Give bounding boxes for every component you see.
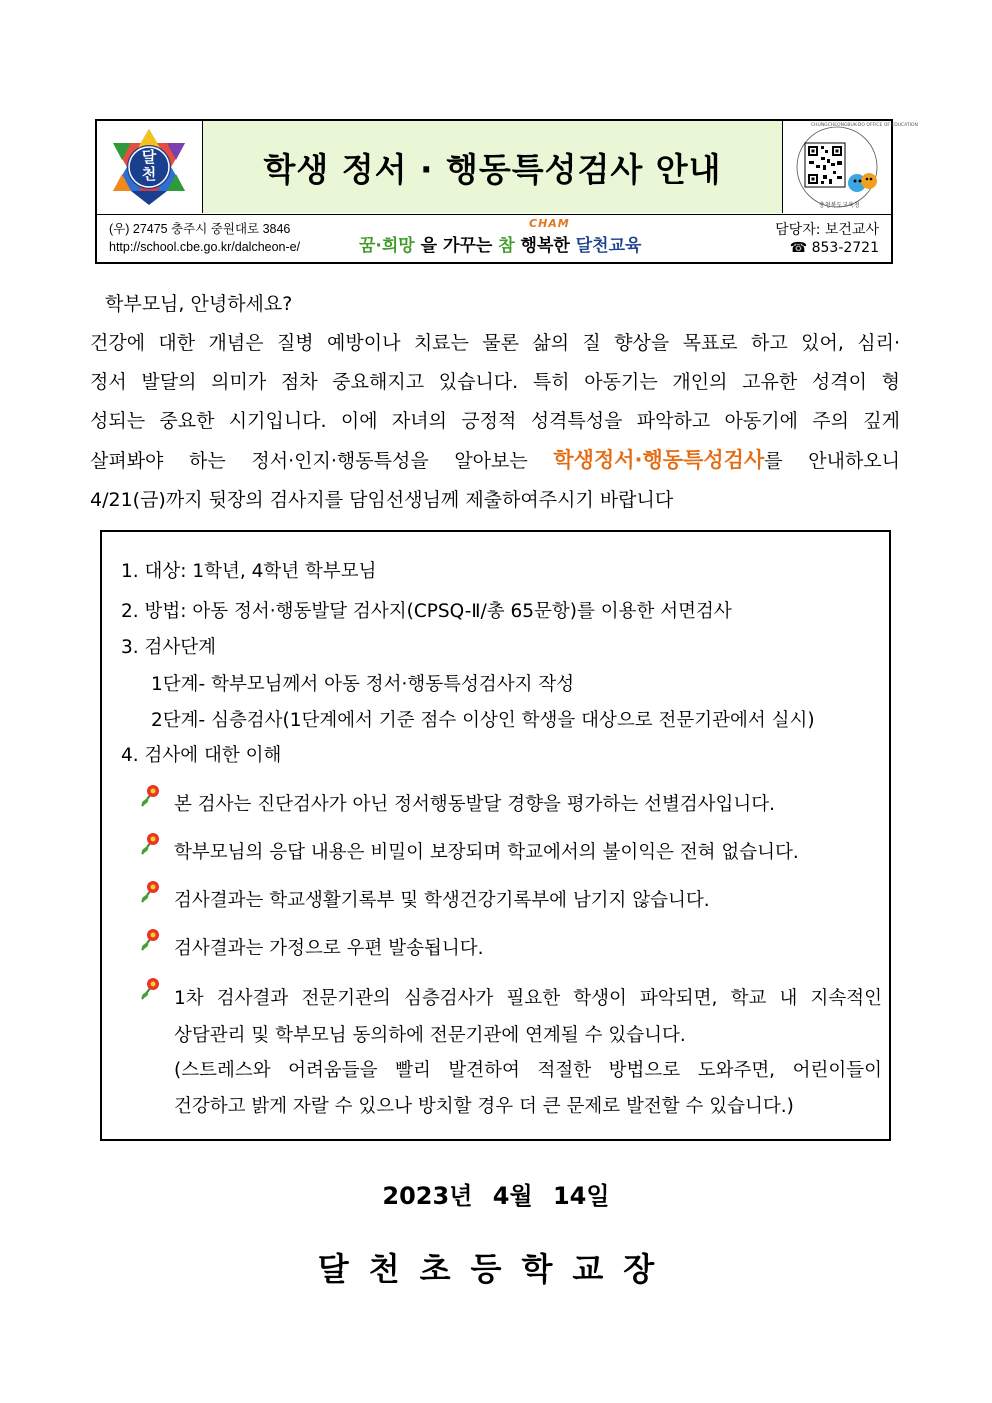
step-2: 2단계- 심층검사(1단계에서 기준 점수 이상인 학생을 대상으로 전문기관에서 실시) xyxy=(151,710,815,731)
slogan-part4: 행복한 xyxy=(514,236,576,256)
slogan-part3: 참 xyxy=(498,236,515,256)
intro-line-4-post: 를 안내하오니 xyxy=(764,450,901,472)
intro-line-1: 건강에 대한 개념은 질병 예방이나 치료는 물론 삶의 질 향상을 목표로 하고 있어, 심리· xyxy=(90,332,900,354)
bullet-5-cont-2: (스트레스와 어려움들을 빨리 발견하여 적절한 방법으로 도와주면, 어린이들이 xyxy=(174,1060,882,1081)
bullet-5-cont-1: 상담관리 및 학부모님 동의하에 전문기관에 연계될 수 있습니다. xyxy=(174,1025,686,1046)
item-steps: 3. 검사단계 xyxy=(121,637,217,658)
bullet-5: 1차 검사결과 전문기관의 심층검사가 필요한 학생이 파악되면, 학교 내 지속적인 xyxy=(174,988,882,1009)
letterhead-top xyxy=(97,121,918,215)
bullet-5-cont-3: 건강하고 밝게 자랄 수 있으나 방치할 경우 더 큰 문제로 발전할 수 있습니다.) xyxy=(174,1096,794,1117)
qr-ring-text: CHUNGCHEONGBUK-DO OFFICE OF EDUCATION xyxy=(811,123,918,128)
issue-date: 2023년 4월 14일 xyxy=(382,1182,610,1210)
letterhead-bottom xyxy=(97,215,891,262)
contact-phone: ☎ 853-2721 xyxy=(789,240,879,256)
intro-line-4 xyxy=(90,441,900,481)
school-url[interactable]: http://school.cbe.go.kr/dalcheon-e/ xyxy=(109,240,301,254)
flower-bullet-icon xyxy=(136,926,164,954)
school-principal: 달천초등학교장 xyxy=(317,1250,675,1288)
bullet-1: 본 검사는 진단검사가 아닌 정서행동발달 경향을 평가하는 선별검사입니다. xyxy=(174,794,776,815)
info-box xyxy=(100,530,891,1141)
education-slogan xyxy=(359,217,642,256)
item-method: 2. 방법: 아동 정서·행동발달 검사지(CPSQ-Ⅱ/총 65문항)를 이용한 서면검사 xyxy=(121,601,732,622)
intro-line-4-pre: 살펴봐야 하는 정서·인지·행동특성을 알아보는 xyxy=(90,450,554,472)
school-address: (우) 27475 충주시 중원대로 3846 xyxy=(109,222,291,236)
letterhead xyxy=(95,119,918,264)
slogan-part1: 꿈·희망 xyxy=(359,236,415,256)
page-title: 학생 정서 · 행동특성검사 안내 xyxy=(263,149,722,189)
flower-bullet-icon xyxy=(136,830,164,858)
bullet-3: 검사결과는 학교생활기록부 및 학생건강기록부에 남기지 않습니다. xyxy=(174,890,710,911)
intro-paragraph xyxy=(90,324,900,520)
flower-bullet-icon xyxy=(136,975,164,1003)
slogan-cham: CHAM xyxy=(529,217,570,230)
contact-person: 담당자: 보건교사 xyxy=(775,222,879,238)
bullet-2: 학부모님의 응답 내용은 비밀이 보장되며 학교에서의 불이익은 전혀 없습니다. xyxy=(174,842,799,863)
flower-bullet-icon xyxy=(136,878,164,906)
intro-line-2: 정서 발달의 의미가 점차 중요해지고 있습니다. 특히 아동기는 개인의 고유한 성격이 형 xyxy=(90,371,900,393)
highlight-test-name: 학생정서·행동특성검사 xyxy=(553,448,765,472)
greeting: 학부모님, 안녕하세요? xyxy=(105,293,293,315)
intro-line-5: 4/21(금)까지 뒷장의 검사지를 담임선생님께 제출하여주시기 바랍니다 xyxy=(90,489,674,511)
logo-text: 달천 xyxy=(141,148,157,183)
flower-bullet-icon xyxy=(136,782,164,810)
slogan-part2: 을 가꾸는 xyxy=(414,236,499,256)
slogan-part5: 달천교육 xyxy=(575,236,642,256)
intro-line-3: 성되는 중요한 시기입니다. 이에 자녀의 긍정적 성격특성을 파악하고 아동기에 주의 깊게 xyxy=(90,410,900,432)
title-cell xyxy=(203,121,783,213)
item-understanding: 4. 검사에 대한 이해 xyxy=(121,745,282,766)
office-of-education-emblem xyxy=(783,121,918,213)
school-logo xyxy=(97,121,203,213)
step-1: 1단계- 학부모님께서 아동 정서·행동특성검사지 작성 xyxy=(151,674,575,695)
item-target: 1. 대상: 1학년, 4학년 학부모님 xyxy=(121,561,377,582)
bullet-4: 검사결과는 가정으로 우편 발송됩니다. xyxy=(174,938,484,959)
qr-caption: 충청북도교육청 xyxy=(819,202,860,209)
